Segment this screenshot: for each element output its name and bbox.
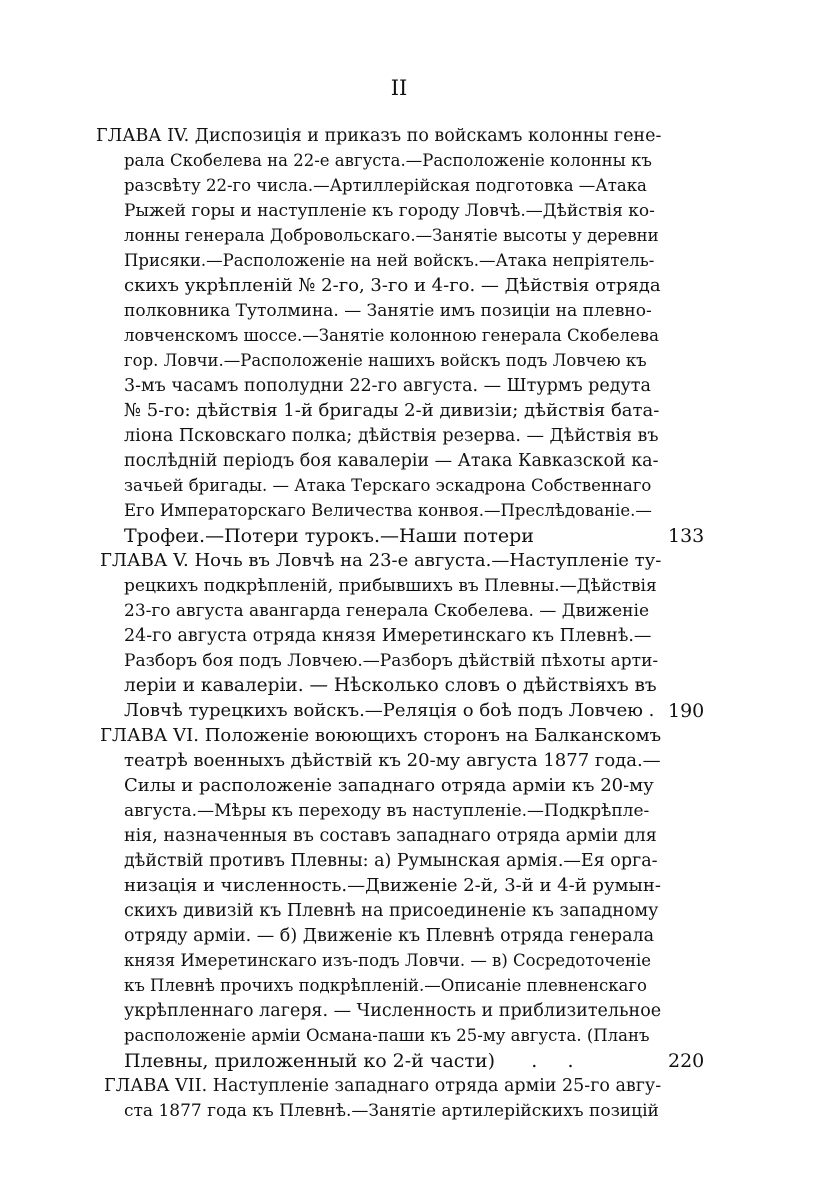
- toc-line: ГЛАВА VI. Положеніе воюющихъ сторонъ на Балканскомъ: [100, 725, 662, 746]
- toc-line: рала Скобелева на 22-е августа.—Расположеніе колонны къ: [124, 151, 652, 170]
- toc-line: зачьей бригады. — Атака Терскаго эскадрона Собственнаго: [124, 476, 652, 495]
- toc-line: 23-го августа авангарда генерала Скобелева. — Движеніе: [124, 601, 650, 621]
- toc-line: ГЛАВА V. Ночь въ Ловчѣ на 23-е августа.—Наступленіе ту-: [100, 550, 662, 571]
- toc-line: Трофеи.—Потери турокъ.—Наши потери: [124, 525, 534, 547]
- toc-line: гор. Ловчи.—Расположеніе нашихъ войскъ подъ Ловчею къ: [124, 351, 647, 370]
- toc-line: разсвѣту 22-го числа.—Артиллерійская подготовка —Атака: [124, 176, 647, 195]
- toc-line: къ Плевнѣ прочихъ подкрѣпленій.—Описаніе плевненскаго: [124, 976, 647, 995]
- toc-line: 3-мъ часамъ пополудни 22-го августа. — Штурмъ редута: [124, 376, 651, 396]
- toc-line: ліона Псковскаго полка; дѣйствія резерва. — Дѣйствія въ: [124, 426, 659, 446]
- toc-line: Ловчѣ турецкихъ войскъ.—Реляція о боѣ подъ Ловчею .: [124, 700, 655, 721]
- toc-line: Силы и расположеніе западнаго отряда арміи къ 20-му: [124, 775, 654, 796]
- toc-line: Рыжей горы и наступленіе къ городу Ловчѣ.—Дѣйствія ко-: [124, 201, 655, 221]
- toc-line: Его Императорскаго Величества конвоя.—Преслѣдованіе.—: [124, 501, 652, 520]
- toc-line: театрѣ военныхъ дѣйствій къ 20-му августа 1877 года.—: [124, 750, 661, 771]
- toc-line: князя Имеретинскаго изъ-подъ Ловчи. — в) Сосредоточеніе: [124, 951, 652, 970]
- toc-line: лонны генерала Добровольскаго.—Занятіе высоты у деревни: [124, 226, 659, 245]
- toc-line: ГЛАВА VII. Наступленіе западнаго отряда арміи 25-го авгу-: [104, 1076, 662, 1096]
- toc-line: скихъ укрѣпленій № 2-го, 3-го и 4-го. — Дѣйствія отряда: [124, 275, 661, 296]
- page-reference: 190: [668, 700, 705, 722]
- toc-line: скихъ дивизій къ Плевнѣ на присоединеніе къ западному: [124, 901, 659, 921]
- toc-line: нія, назначенныя въ составъ западнаго отряда арміи для: [124, 826, 657, 846]
- toc-line: леріи и кавалеріи. — Нѣсколько словъ о дѣйствіяхъ въ: [124, 675, 657, 696]
- toc-line: 24-го августа отряда князя Имеретинскаго къ Плевнѣ.—: [124, 626, 652, 646]
- toc-line: отряду арміи. — б) Движеніе къ Плевнѣ отряда генерала: [124, 926, 655, 946]
- toc-line: дѣйствій противъ Плевны: а) Румынская армія.—Ея орга-: [124, 851, 658, 871]
- page-reference: 220: [668, 1050, 705, 1072]
- page-reference: 133: [668, 525, 705, 547]
- toc-line: послѣдній періодъ боя кавалеріи — Атака Кавказской ка-: [124, 451, 659, 471]
- toc-line: Разборъ боя подъ Ловчею.—Разборъ дѣйствій пѣхоты арти-: [124, 651, 659, 671]
- toc-line: ГЛАВА IV. Диспозиція и приказъ по войскамъ колонны гене-: [96, 126, 662, 146]
- toc-line: ловченскомъ шоссе.—Занятіе колонною генерала Скобелева: [124, 326, 659, 345]
- toc-line: ста 1877 года къ Плевнѣ.—Занятіе артилерійскихъ позицій: [124, 1101, 659, 1121]
- toc-line: августа.—Мѣры къ переходу въ наступленіе.—Подкрѣпле-: [124, 801, 650, 821]
- toc-line: полковника Тутолмина. — Занятіе имъ позиціи на плевно-: [124, 301, 652, 321]
- toc-line: № 5-го: дѣйствія 1-й бригады 2-й дивизіи; дѣйствія бата-: [124, 400, 660, 421]
- toc-line: Плевны, приложенный ко 2-й части) . .: [124, 1050, 574, 1072]
- toc-line: расположеніе арміи Османа-паши къ 25-му августа. (Планъ: [124, 1026, 650, 1045]
- page-number: II: [390, 76, 408, 100]
- toc-line: низація и численность.—Движеніе 2-й, 3-й и 4-й румын-: [124, 875, 661, 896]
- toc-line: Присяки.—Расположеніе на ней войскъ.—Атака непріятель-: [124, 251, 655, 270]
- toc-line: укрѣпленнаго лагеря. — Численность и приблизительное: [124, 1001, 662, 1021]
- toc-line: рецкихъ подкрѣпленій, прибывшихъ въ Плевны.—Дѣйствія: [124, 576, 657, 596]
